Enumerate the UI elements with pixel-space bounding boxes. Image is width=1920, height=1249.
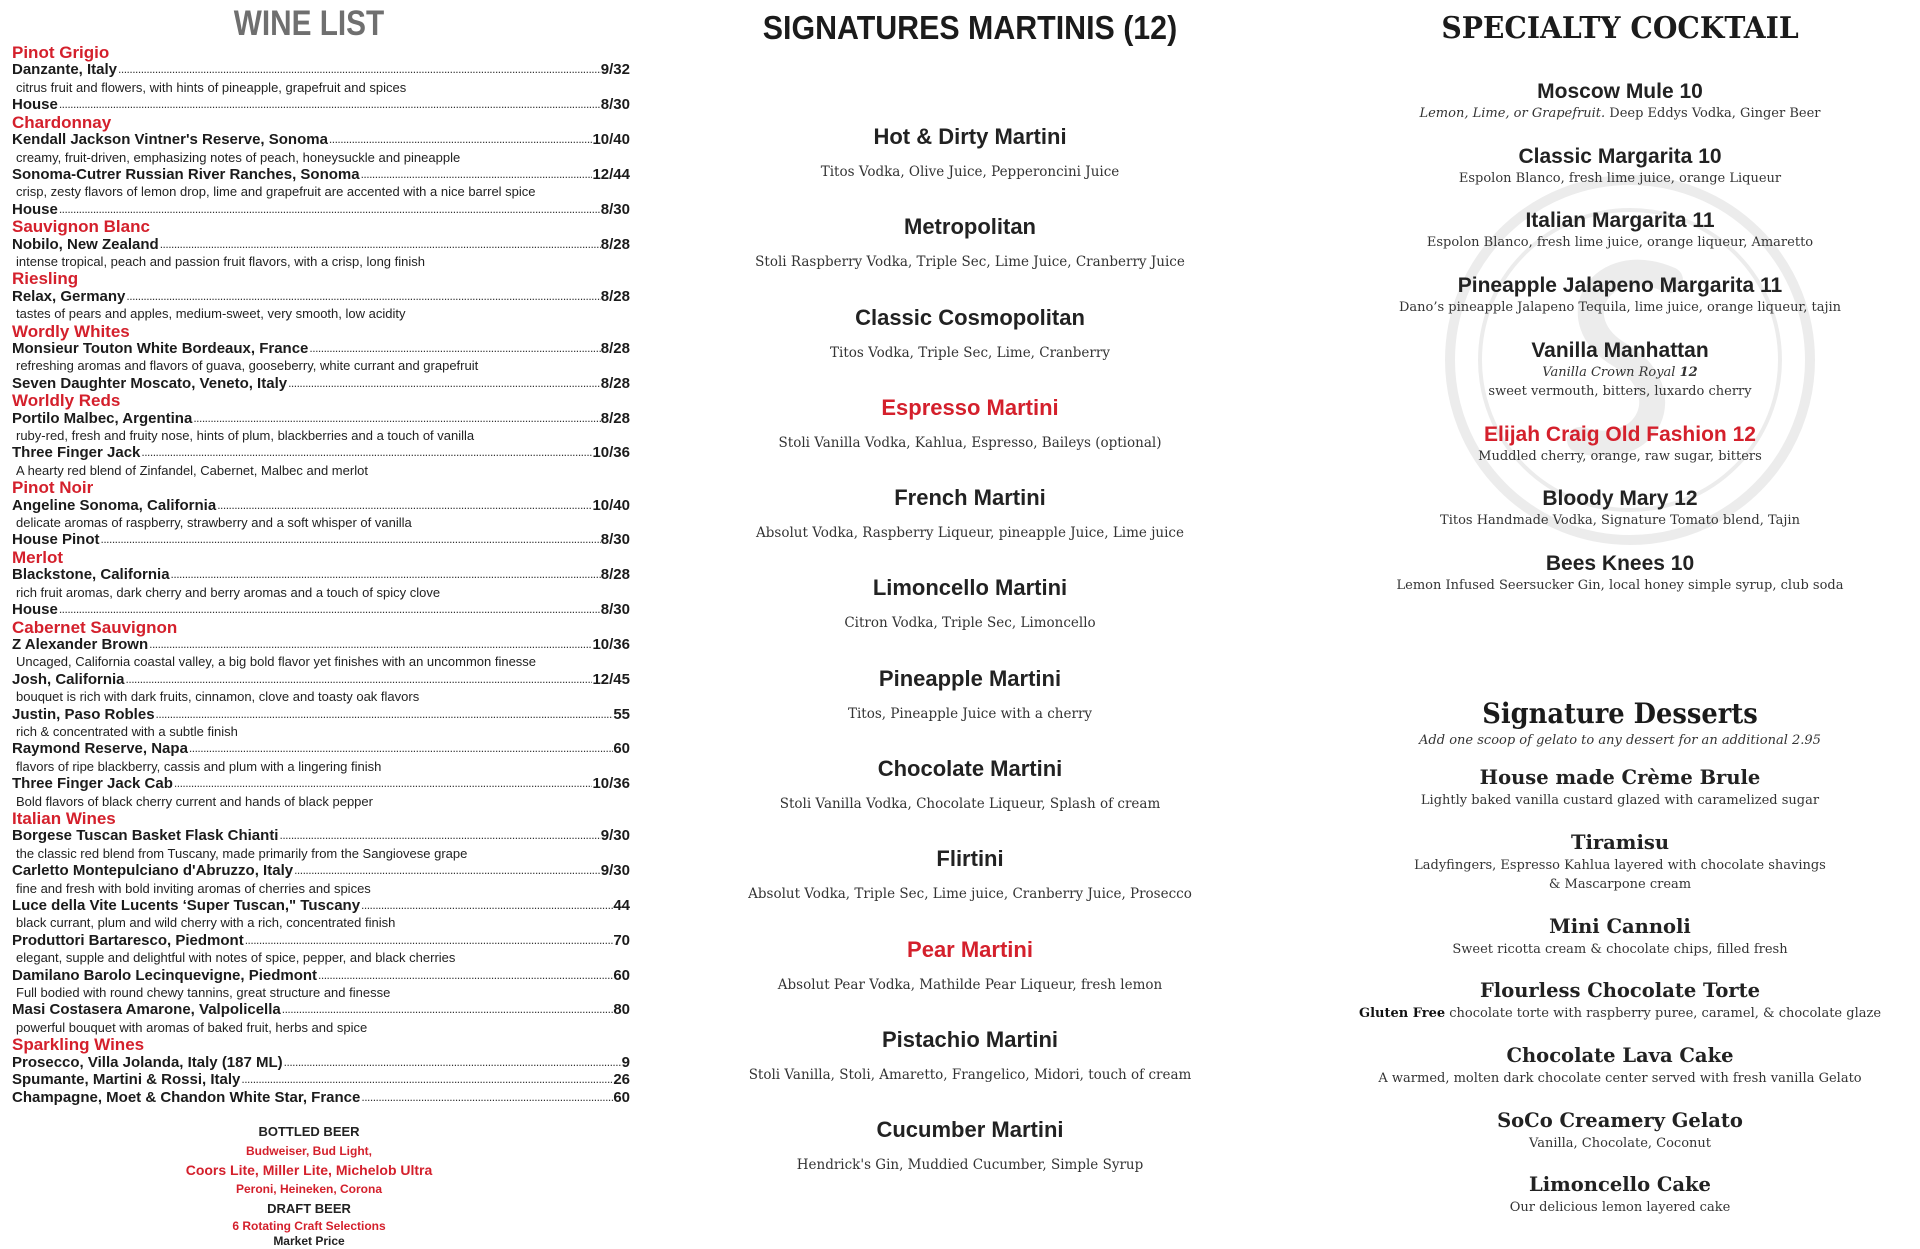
martini-item: [720, 303, 1220, 393]
martini-name: Chocolate Martini: [877, 756, 1063, 782]
dessert-name: House made Crème Brule: [1479, 765, 1761, 789]
dessert-list: [1340, 765, 1900, 1237]
wine-name: Three Finger Jack Cab: [12, 775, 173, 793]
dot-leader: [58, 99, 601, 114]
martini-item: [720, 393, 1220, 483]
desserts-subtitle: Add one scoop of gelato to any dessert for an additional 2.95: [1419, 732, 1821, 748]
cocktail-desc: Espolon Blanco, fresh lime juice, orange liqueur, Amaretto: [1426, 235, 1814, 251]
wine-category: Chardonnay: [12, 112, 112, 132]
wine-description: intense tropical, peach and passion fruit flavors, with a crisp, long finish: [16, 254, 425, 270]
wine-name: Spumante, Martini & Rossi, Italy: [12, 1071, 241, 1089]
wine-category: Worldly Reds: [12, 391, 121, 411]
dot-leader: [360, 899, 613, 914]
martini-name: Hot & Dirty Martini: [873, 124, 1067, 149]
wine-item: [12, 96, 630, 114]
cocktail-name: Moscow Mule 10: [1537, 80, 1703, 103]
cocktail-item: [1340, 423, 1900, 488]
wine-description: tastes of pears and apples, medium-sweet, very smooth, low acidity: [16, 306, 406, 322]
wine-price: 10/40: [592, 131, 630, 149]
dot-leader: [155, 708, 614, 723]
martini-desc: Stoli Vanilla Vodka, Chocolate Liqueur, Splash of cream: [779, 796, 1161, 813]
dessert-desc: Sweet ricotta cream & chocolate chips, filled fresh: [1452, 941, 1788, 957]
cocktail-desc: Dano’s pineapple Jalapeno Tequila, lime juice, orange liqueur, tajin: [1398, 300, 1842, 316]
cocktail-item: [1340, 80, 1900, 145]
wine-name: Monsieur Touton White Bordeaux, France: [12, 339, 309, 357]
wine-price: 9: [621, 1053, 630, 1071]
wine-price: 12/45: [592, 670, 630, 688]
wine-item: [12, 967, 630, 985]
wine-price: 8/28: [600, 409, 630, 427]
wine-price: 55: [613, 705, 630, 723]
wine-price: 12/44: [592, 165, 630, 183]
wine-item: [12, 1089, 630, 1107]
dessert-name: Limoncello Cake: [1529, 1173, 1711, 1197]
wine-item: [12, 1054, 630, 1072]
wine-item: [12, 1001, 630, 1019]
wine-item: [12, 444, 630, 462]
cocktail-title: SPECIALTY COCKTAIL: [1441, 11, 1799, 46]
cocktail-item: [1340, 339, 1900, 423]
wine-description: flavors of ripe blackberry, cassis and plum with a lingering finish: [16, 758, 382, 774]
cocktail-name: Bees Knees 10: [1545, 552, 1695, 576]
wine-name: House: [12, 601, 58, 619]
wine-price: 44: [613, 896, 630, 914]
martini-name: Pistachio Martini: [881, 1026, 1059, 1052]
wine-price: 60: [613, 966, 630, 984]
wine-category: Italian Wines: [12, 808, 116, 828]
wine-description: creamy, fruit-driven, emphasizing notes of peach, honeysuckle and pineapple: [16, 149, 461, 165]
wine-list-column: [12, 0, 630, 1249]
dessert-item: [1340, 1043, 1900, 1108]
martini-desc: Absolut Vodka, Triple Sec, Lime juice, Cranberry Juice, Prosecco: [748, 886, 1192, 903]
wine-description: rich & concentrated with a subtle finish: [16, 724, 238, 740]
martini-desc: Stoli Vanilla, Stoli, Amaretto, Frangelico, Midori, touch of cream: [748, 1066, 1192, 1083]
wine-name: Damilano Barolo Lecinquevigne, Piedmont: [12, 966, 318, 984]
dot-leader: [328, 134, 593, 149]
wine-price: 8/30: [600, 531, 630, 549]
martini-desc: Hendrick's Gin, Muddied Cucumber, Simple Syrup: [796, 1157, 1144, 1174]
cocktail-price: 12: [1679, 364, 1698, 380]
wine-list-body: [12, 44, 630, 1106]
wine-price: 8/28: [600, 287, 630, 305]
martini-desc: Stoli Vanilla Vodka, Kahlua, Espresso, Baileys (optional): [778, 434, 1162, 451]
wine-description: crisp, zesty flavors of lemon drop, lime and grapefruit are accented with a nice barrel spice: [16, 184, 536, 200]
martini-item: [720, 844, 1220, 934]
dot-leader: [192, 412, 600, 427]
wine-item: [12, 897, 630, 915]
wine-description: refreshing aromas and flavors of guava, gooseberry, white currant and grapefruit: [16, 358, 479, 374]
dot-leader: [117, 64, 601, 79]
dot-leader: [293, 865, 601, 880]
wine-name: Raymond Reserve, Napa: [12, 740, 188, 758]
cocktail-desc-italic: Lemon, Lime, or Grapefruit.: [1419, 106, 1606, 121]
dot-leader: [216, 499, 592, 514]
martini-desc: Titos Vodka, Olive Juice, Pepperoncini Juice: [820, 164, 1120, 180]
dessert-name: Chocolate Lava Cake: [1506, 1043, 1734, 1067]
wine-name: House: [12, 200, 58, 218]
wine-name: Z Alexander Brown: [12, 635, 149, 653]
dessert-desc: Our delicious lemon layered cake: [1509, 1200, 1731, 1216]
wine-name: Carletto Montepulciano d'Abruzzo, Italy: [12, 862, 294, 880]
dessert-name: Tiramisu: [1570, 830, 1670, 854]
wine-description: Uncaged, California coastal valley, a big bold flavor yet finishes with an uncommon finesse: [16, 654, 537, 670]
wine-price: 80: [613, 1001, 630, 1019]
dot-leader: [278, 830, 600, 845]
wine-category: Pinot Noir: [12, 478, 94, 498]
dot-leader: [240, 1074, 613, 1089]
dot-leader: [173, 778, 593, 793]
martini-name: Flirtini: [936, 846, 1004, 872]
martini-desc: Absolut Pear Vodka, Mathilde Pear Liqueur, fresh lemon: [777, 976, 1163, 993]
wine-name: Prosecco, Villa Jolanda, Italy (187 ML): [12, 1053, 283, 1071]
draft-beer-price: Market Price: [273, 1234, 345, 1249]
wine-item: [12, 932, 630, 950]
dessert-item: [1340, 1108, 1900, 1173]
wine-category: Cabernet Sauvignon: [12, 617, 178, 637]
dot-leader: [188, 743, 613, 758]
wine-description: delicate aromas of raspberry, strawberry and a soft whisper of vanilla: [16, 515, 412, 531]
dessert-desc: Ladyfingers, Espresso Kahlua layered with chocolate shavings: [1414, 857, 1826, 873]
wine-price: 26: [613, 1071, 630, 1089]
dot-leader: [100, 534, 601, 549]
cocktail-desc: Lemon Infused Seersucker Gin, local honey simple syrup, club soda: [1396, 578, 1844, 594]
cocktail-item: [1340, 145, 1900, 210]
cocktail-desc-italic: Vanilla Crown Royal: [1542, 364, 1680, 380]
wine-name: Kendall Jackson Vintner's Reserve, Sonoma: [12, 131, 328, 149]
wine-item: [12, 636, 630, 654]
cocktail-list: [1340, 80, 1900, 617]
wine-price: 9/30: [600, 827, 630, 845]
wine-item: [12, 775, 630, 793]
martini-name: Cucumber Martini: [876, 1117, 1064, 1143]
cocktail-desc: [1340, 104, 1900, 123]
martini-name: Metropolitan: [904, 214, 1036, 240]
wine-category: Wordly Whites: [12, 321, 130, 341]
dessert-item: [1340, 765, 1900, 830]
cocktail-desc: Titos Handmade Vodka, Signature Tomato blend, Tajin: [1440, 513, 1800, 529]
martini-list: [720, 122, 1220, 1206]
wine-item: [12, 288, 630, 306]
wine-name: Angeline Sonoma, California: [12, 496, 217, 514]
cocktail-column: [1340, 0, 1900, 1237]
gluten-free-label: Gluten Free: [1358, 1006, 1446, 1022]
martini-item: [720, 664, 1220, 754]
dessert-desc: & Mascarpone cream: [1548, 876, 1692, 892]
martini-item: [720, 122, 1220, 212]
wine-category: Sparkling Wines: [12, 1035, 145, 1055]
martini-desc: Absolut Vodka, Raspberry Liqueur, pineapple Juice, Lime juice: [756, 525, 1184, 542]
cocktail-name: Classic Margarita 10: [1518, 144, 1722, 168]
wine-price: 10/36: [592, 444, 630, 462]
martini-name: Classic Cosmopolitan: [855, 304, 1085, 330]
wine-item: [12, 340, 630, 358]
dessert-name: Mini Cannoli: [1549, 914, 1691, 938]
cocktail-group: [1340, 423, 1900, 617]
wine-description: Bold flavors of black cherry current and hands of black pepper: [16, 793, 373, 809]
draft-beer-line: 6 Rotating Craft Selections: [232, 1219, 386, 1234]
wine-price: 10/40: [592, 496, 630, 514]
dot-leader: [308, 342, 600, 357]
martini-desc: Citron Vodka, Triple Sec, Limoncello: [844, 615, 1096, 632]
wine-price: 10/36: [592, 775, 630, 793]
martini-item: [720, 483, 1220, 573]
wine-description: the classic red blend from Tuscany, made primarily from the Sangiovese grape: [16, 845, 468, 861]
wine-description: A hearty red blend of Zinfandel, Cabernet, Malbec and merlot: [16, 462, 368, 478]
wine-name: Sonoma-Cutrer Russian River Ranches, Sonoma: [12, 165, 360, 183]
dessert-desc: [1340, 1004, 1900, 1023]
wine-price: 8/28: [600, 235, 630, 253]
wine-name: House Pinot: [12, 531, 100, 549]
dot-leader: [125, 673, 593, 688]
wine-item: [12, 740, 630, 758]
martini-desc: Titos, Pineapple Juice with a cherry: [847, 705, 1093, 722]
wine-description: elegant, supple and delightful with notes of spice, pepper, and black cherries: [16, 950, 456, 966]
wine-description: citrus fruit and flowers, with hints of pineapple, grapefruit and spices: [16, 79, 407, 95]
wine-item: [12, 497, 630, 515]
dessert-desc: A warmed, molten dark chocolate center served with fresh vanilla Gelato: [1378, 1070, 1862, 1086]
dessert-item: [1340, 914, 1900, 979]
wine-price: 60: [613, 1088, 630, 1106]
wine-name: Danzante, Italy: [12, 61, 118, 79]
wine-description: Full bodied with round chewy tannins, great structure and finesse: [16, 985, 391, 1001]
dot-leader: [317, 969, 613, 984]
wine-price: 60: [613, 740, 630, 758]
draft-beer-heading: DRAFT BEER: [267, 1201, 351, 1217]
cocktail-item: [1340, 552, 1900, 617]
wine-name: Three Finger Jack: [12, 444, 141, 462]
wine-name: Justin, Paso Robles: [12, 705, 155, 723]
cocktail-item: [1340, 209, 1900, 274]
wine-list-title: WINE LIST: [233, 4, 385, 43]
martini-desc: Titos Vodka, Triple Sec, Lime, Cranberry: [830, 344, 1110, 361]
cocktail-name: Pineapple Jalapeno Margarita 11: [1457, 274, 1783, 298]
dot-leader: [287, 377, 601, 392]
dot-leader: [58, 203, 601, 218]
wine-price: 8/30: [600, 96, 630, 114]
bottled-beer-line: Budweiser, Bud Light,: [245, 1144, 372, 1159]
wine-name: House: [12, 96, 58, 114]
dessert-desc-text: chocolate torte with raspberry puree, caramel, & chocolate glaze: [1445, 1006, 1882, 1022]
wine-category: Pinot Grigio: [12, 43, 110, 62]
wine-description: bouquet is rich with dark fruits, cinnamon, clove and toasty oak flavors: [16, 689, 420, 705]
wine-item: [12, 166, 630, 184]
wine-category: Sauvignon Blanc: [12, 217, 150, 237]
wine-item: [12, 1071, 630, 1089]
wine-name: Josh, California: [12, 670, 125, 688]
dot-leader: [244, 934, 614, 949]
bottled-beer-heading: BOTTLED BEER: [258, 1124, 360, 1140]
wine-description: fine and fresh with bold inviting aromas of cherries and spices: [16, 880, 371, 896]
wine-name: Produttori Bartaresco, Piedmont: [12, 931, 244, 949]
dot-leader: [58, 604, 601, 619]
wine-name: Masi Costasera Amarone, Valpolicella: [12, 1001, 281, 1019]
dessert-item: [1340, 978, 1900, 1043]
wine-item: [12, 566, 630, 584]
wine-name: Luce della Vite Lucents ‘Super Tuscan," Tuscany: [12, 896, 361, 914]
bottled-beer-line: Coors Lite, Miller Lite, Michelob Ultra: [185, 1162, 433, 1179]
wine-item: [12, 236, 630, 254]
wine-name: Portilo Malbec, Argentina: [12, 409, 193, 427]
wine-item: [12, 531, 630, 549]
dot-leader: [360, 1091, 613, 1106]
martini-item: [720, 754, 1220, 844]
martini-item: [720, 573, 1220, 663]
wine-price: 8/30: [600, 200, 630, 218]
wine-description: black currant, plum and wild cherry with a rich, concentrated finish: [16, 915, 396, 931]
beer-section: [12, 1122, 606, 1249]
cocktail-name: Bloody Mary 12: [1542, 487, 1698, 511]
wine-name: Borgese Tuscan Basket Flask Chianti: [12, 827, 279, 845]
wine-price: 8/28: [600, 339, 630, 357]
cocktail-desc: Muddled cherry, orange, raw sugar, bitters: [1478, 448, 1762, 464]
wine-description: rich fruit aromas, dark cherry and berry aromas and a touch of spicy clove: [16, 584, 441, 600]
cocktail-desc: [1340, 363, 1900, 382]
martini-name: Espresso Martini: [881, 394, 1059, 420]
dot-leader: [283, 1056, 622, 1071]
dessert-name: Flourless Chocolate Torte: [1479, 979, 1761, 1003]
wine-price: 70: [613, 931, 630, 949]
martini-name: French Martini: [894, 485, 1046, 511]
wine-price: 8/30: [600, 601, 630, 619]
wine-item: [12, 827, 630, 845]
martini-item: [720, 935, 1220, 1025]
cocktail-item: [1340, 274, 1900, 339]
dessert-item: [1340, 1172, 1900, 1237]
dessert-desc: Vanilla, Chocolate, Coconut: [1529, 1135, 1711, 1151]
wine-item: [12, 131, 630, 149]
cocktail-desc-text: Deep Eddys Vodka, Ginger Beer: [1605, 106, 1821, 121]
wine-item: [12, 201, 630, 219]
wine-category: Merlot: [12, 547, 63, 567]
cocktail-name: Elijah Craig Old Fashion 12: [1484, 422, 1756, 446]
dot-leader: [125, 290, 600, 305]
wine-item: [12, 375, 630, 393]
cocktail-name: Italian Margarita 11: [1525, 209, 1715, 233]
martini-column: [720, 0, 1220, 1206]
dot-leader: [360, 168, 593, 183]
dot-leader: [140, 447, 592, 462]
wine-name: Relax, Germany: [12, 287, 126, 305]
dot-leader: [159, 238, 601, 253]
martini-name: Limoncello Martini: [872, 575, 1068, 601]
wine-price: 8/28: [600, 374, 630, 392]
wine-price: 9/30: [600, 862, 630, 880]
wine-item: [12, 410, 630, 428]
dot-leader: [148, 638, 592, 653]
wine-name: Blackstone, California: [12, 566, 170, 584]
dessert-item: [1340, 830, 1900, 914]
cocktail-desc: Espolon Blanco, fresh lime juice, orange Liqueur: [1458, 170, 1782, 186]
wine-item: [12, 671, 630, 689]
martini-item: [720, 1025, 1220, 1115]
martini-item: [720, 1115, 1220, 1205]
wine-item: [12, 706, 630, 724]
wine-item: [12, 862, 630, 880]
wine-name: Nobilo, New Zealand: [12, 235, 159, 253]
wine-price: 8/28: [600, 566, 630, 584]
wine-price: 9/32: [600, 61, 630, 79]
wine-category: Riesling: [12, 269, 79, 289]
cocktail-name: Vanilla Manhattan: [1531, 338, 1709, 362]
dessert-name: SoCo Creamery Gelato: [1497, 1108, 1743, 1132]
martini-item: [720, 212, 1220, 302]
cocktail-group: [1340, 145, 1900, 339]
dessert-desc: Lightly baked vanilla custard glazed with caramelized sugar: [1420, 792, 1820, 808]
desserts-title: Signature Desserts: [1482, 696, 1758, 730]
wine-name: Seven Daughter Moscato, Veneto, Italy: [12, 374, 288, 392]
cocktail-desc: sweet vermouth, bitters, luxardo cherry: [1488, 383, 1752, 399]
martini-desc: Stoli Raspberry Vodka, Triple Sec, Lime Juice, Cranberry Juice: [755, 254, 1185, 271]
dot-leader: [170, 569, 601, 584]
martini-name: Pineapple Martini: [878, 665, 1062, 691]
wine-name: Champagne, Moet & Chandon White Star, France: [12, 1088, 361, 1106]
wine-price: 10/36: [592, 635, 630, 653]
wine-description: ruby-red, fresh and fruity nose, hints of plum, blackberries and a touch of vanilla: [16, 428, 475, 444]
dot-leader: [281, 1004, 614, 1019]
martini-name: Pear Martini: [907, 936, 1033, 962]
bottled-beer-line: Peroni, Heineken, Corona: [235, 1182, 383, 1197]
wine-item: [12, 61, 630, 79]
wine-item: [12, 601, 630, 619]
wine-description: powerful bouquet with aromas of baked fruit, herbs and spice: [16, 1019, 368, 1035]
martini-title: SIGNATURES MARTINIS (12): [762, 9, 1178, 46]
cocktail-item: [1340, 487, 1900, 552]
